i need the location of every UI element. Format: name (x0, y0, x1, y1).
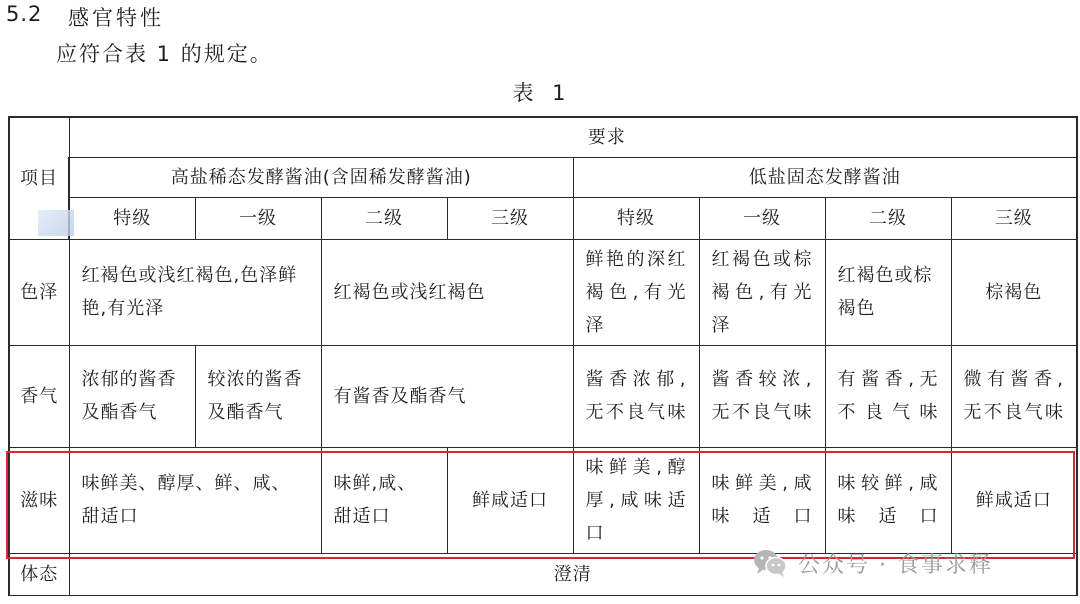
watermark (752, 547, 993, 579)
row-label: 色泽 (9, 239, 69, 345)
table-cell: 较浓的酱香及酯香气 (195, 345, 321, 447)
table-row-taste (9, 447, 1077, 553)
table-cell: 味鲜美,咸味适口 (699, 447, 825, 553)
item-header: 项目 (9, 117, 69, 239)
header-row-groups (9, 157, 1077, 197)
section-number: 5.2 (6, 2, 43, 26)
row-label: 体态 (9, 553, 69, 595)
grade-cell: 三级 (951, 197, 1077, 239)
table-row-color (9, 239, 1077, 345)
table-cell: 红褐色或浅红褐色 (321, 239, 573, 345)
requirement-header: 要求 (69, 117, 1077, 157)
watermark-text: 公众号 · 食事求释 (798, 552, 993, 578)
table-caption: 表 1 (512, 81, 572, 105)
table-cell: 红褐色或棕褐色 (825, 239, 951, 345)
grade-cell: 三级 (447, 197, 573, 239)
grade-cell: 一级 (699, 197, 825, 239)
table-cell: 红褐色或棕褐色,有光泽 (699, 239, 825, 345)
table-cell: 味较鲜,咸味适口 (825, 447, 951, 553)
grade-cell: 特级 (69, 197, 195, 239)
table-cell: 有酱香,无不良气味 (825, 345, 951, 447)
header-row-grades (9, 197, 1077, 239)
group-high-salt: 高盐稀态发酵酱油(含固稀发酵酱油) (69, 157, 573, 197)
table-cell: 红褐色或浅红褐色,色泽鲜艳,有光泽 (69, 239, 321, 345)
sensory-table (8, 116, 1078, 596)
row-label: 香气 (9, 345, 69, 447)
table-cell: 酱香较浓,无不良气味 (699, 345, 825, 447)
table-cell: 味鲜,咸、甜适口 (321, 447, 447, 553)
table-cell: 鲜咸适口 (951, 447, 1077, 553)
grade-cell: 特级 (573, 197, 699, 239)
table-cell: 微有酱香,无不良气味 (951, 345, 1077, 447)
row-label: 滋味 (9, 447, 69, 553)
table-cell: 浓郁的酱香及酯香气 (69, 345, 195, 447)
table-cell: 鲜艳的深红褐色,有光泽 (573, 239, 699, 345)
header-row-requirements (9, 117, 1077, 157)
table-cell: 味鲜美、醇厚、鲜、咸、甜适口 (69, 447, 321, 553)
table-cell: 澄清 (69, 553, 1077, 595)
table-cell: 棕褐色 (951, 239, 1077, 345)
grade-cell: 二级 (321, 197, 447, 239)
paragraph: 应符合表 1 的规定。 (56, 42, 273, 66)
grade-cell: 一级 (195, 197, 321, 239)
grade-cell: 二级 (825, 197, 951, 239)
table-cell: 鲜咸适口 (447, 447, 573, 553)
wechat-icon (752, 548, 788, 578)
group-low-salt: 低盐固态发酵酱油 (573, 157, 1077, 197)
table-cell: 有酱香及酯香气 (321, 345, 573, 447)
corner-logo-mark (38, 210, 74, 236)
table-cell: 酱香浓郁,无不良气味 (573, 345, 699, 447)
section-title: 感官特性 (68, 6, 164, 30)
table-row-aroma (9, 345, 1077, 447)
table-cell: 味鲜美,醇厚,咸味适口 (573, 447, 699, 553)
